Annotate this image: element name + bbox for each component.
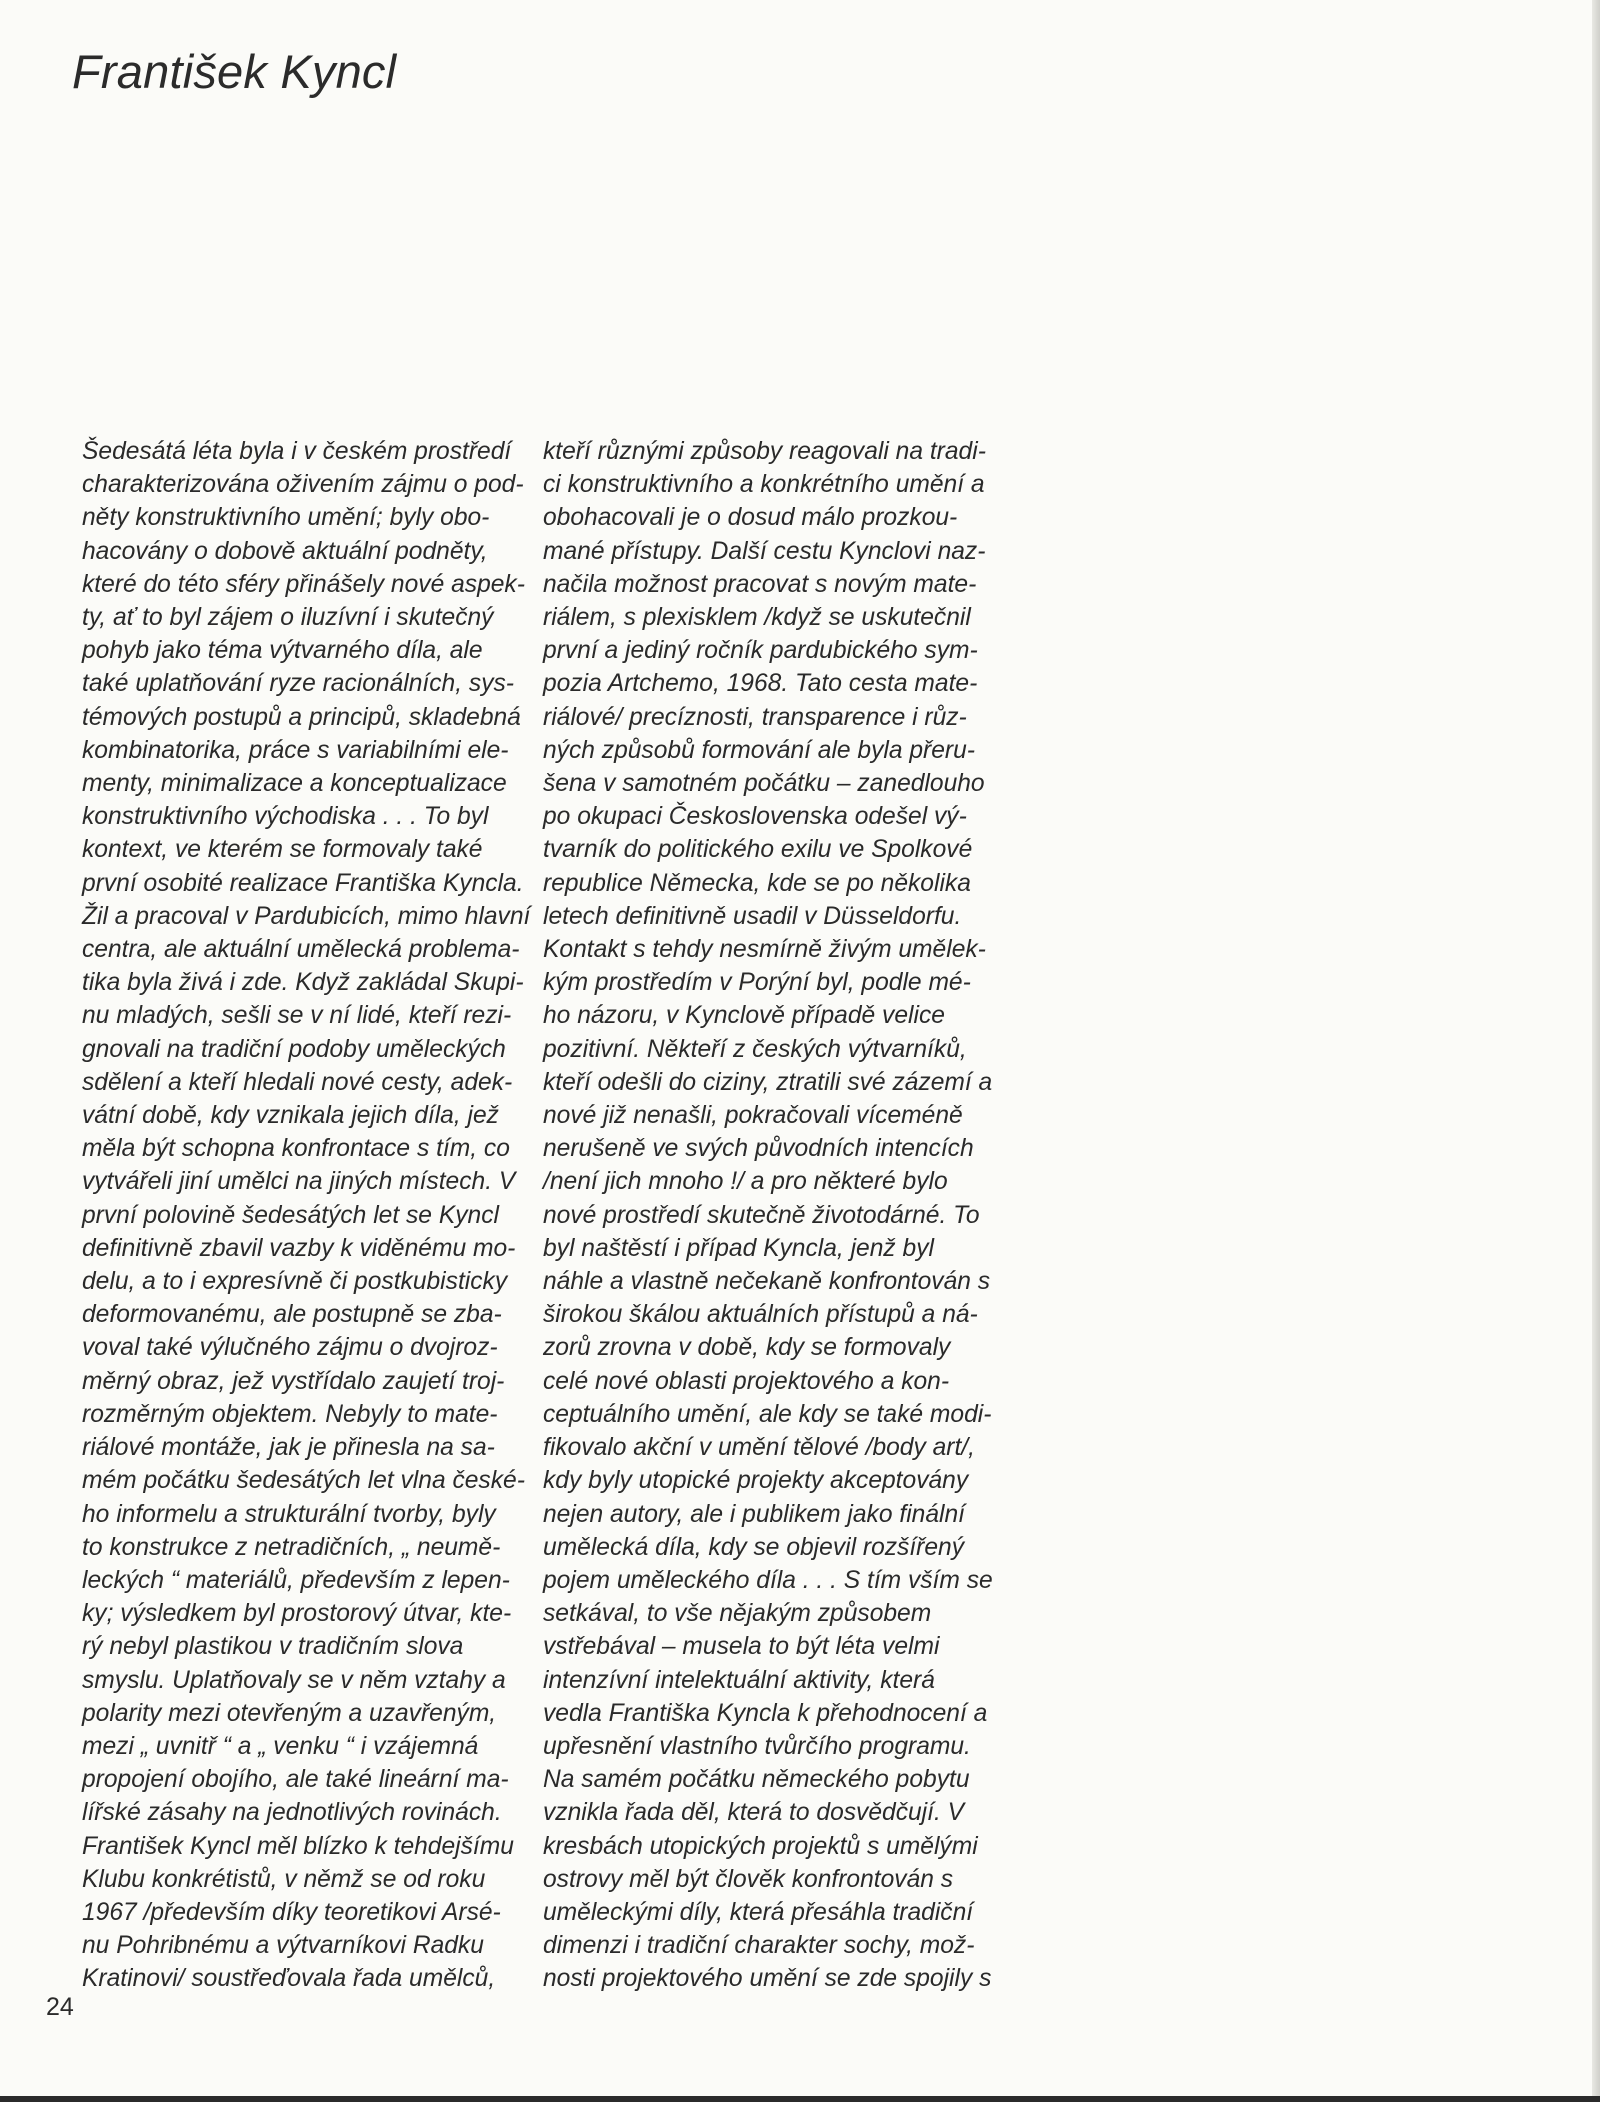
left-column-line: vytvářeli jiní umělci na jiných místech. V — [82, 1168, 516, 1196]
left-column-line: kontext, ve kterém se formovaly také — [82, 836, 483, 864]
right-column-line: obohacovali je o dosud málo prozkou- — [543, 504, 958, 532]
right-column-line: po okupaci Československa odešel vý- — [543, 803, 967, 831]
page-bottom-edge — [0, 2096, 1600, 2102]
page-edge-shadow — [1592, 0, 1600, 2102]
right-column-line: kdy byly utopické projekty akceptovány — [543, 1467, 969, 1495]
left-column-line: tika byla živá i zde. Když zakládal Skupi- — [82, 969, 524, 997]
left-column-line: ky; výsledkem byl prostorový útvar, kte- — [82, 1600, 512, 1628]
right-column-line: letech definitivně usadil v Düsseldorfu. — [543, 902, 962, 930]
right-column-line: šena v samotném počátku – zanedlouho — [543, 770, 985, 798]
left-column-line: vátní době, kdy vznikala jejich díla, jež — [82, 1102, 499, 1130]
left-column-line: riálové montáže, jak je přinesla na sa- — [82, 1434, 495, 1462]
right-column-line: širokou škálou aktuálních přístupů a ná- — [543, 1301, 978, 1329]
right-column-line: fikovalo akční v umění tělové /body art/, — [543, 1434, 975, 1462]
left-column-line: polarity mezi otevřeným a uzavřeným, — [82, 1699, 497, 1727]
left-column-line: konstruktivního východiska . . . To byl — [82, 803, 489, 831]
page-number: 24 — [46, 1993, 74, 2021]
right-column-line: tvarník do politického exilu ve Spolkové — [543, 836, 973, 864]
left-column-line: leckých “ materiálů, především z lepen- — [82, 1566, 510, 1594]
right-column-line: mané přístupy. Další cestu Kynclovi naz- — [543, 537, 986, 565]
right-column-line: pozitivní. Někteří z českých výtvarníků, — [543, 1035, 967, 1063]
text-column-left — [82, 435, 582, 1996]
left-column-line: menty, minimalizace a konceptualizace — [82, 770, 507, 798]
left-column-line: František Kyncl měl blízko k tehdejšímu — [82, 1832, 514, 1860]
right-column-line: kteří různými způsoby reagovali na tradi- — [543, 438, 986, 465]
left-column-line: Žil a pracoval v Pardubicích, mimo hlavní — [82, 902, 531, 930]
right-column-line: kým prostředím v Porýní byl, podle mé- — [543, 969, 971, 997]
right-column-line: pozia Artchemo, 1968. Tato cesta mate- — [543, 670, 978, 698]
right-column-line: zorů zrovna v době, kdy se formovaly — [543, 1334, 951, 1362]
right-column-line: pojem uměleckého díla . . . S tím vším se — [543, 1566, 993, 1594]
left-column-line: pohyb jako téma výtvarného díla, ale — [82, 637, 483, 665]
left-column-line: Šedesátá léta byla i v českém prostředí — [82, 438, 512, 465]
left-column-line: Klubu konkrétistů, v němž se od roku — [82, 1865, 486, 1893]
left-column-line: něty konstruktivního umění; byly obo- — [82, 504, 490, 532]
right-column-line: kteří odešli do ciziny, ztratili své zázemí a — [543, 1068, 993, 1096]
left-column-line: gnovali na tradiční podoby uměleckých — [82, 1035, 506, 1063]
left-column-line: hacovány o dobově aktuální podněty, — [82, 537, 488, 565]
right-column-line: vedla Františka Kyncla k přehodnocení a — [543, 1699, 988, 1727]
right-column-line: první a jediný ročník pardubického sym- — [543, 637, 978, 665]
right-column-line: nové prostředí skutečně životodárné. To — [543, 1201, 980, 1229]
left-column-line: voval také výlučného zájmu o dvojroz- — [82, 1334, 498, 1362]
left-column-line: mezi „ uvnitř “ a „ venku “ i vzájemná — [82, 1732, 479, 1760]
left-column-line: deformovanému, ale postupně se zba- — [82, 1301, 502, 1329]
right-column-line: celé nové oblasti projektového a kon- — [543, 1367, 950, 1395]
left-column-line: ty, ať to byl zájem o iluzívní i skutečný — [82, 604, 494, 632]
right-column-line: ostrovy měl být člověk konfrontován s — [543, 1865, 954, 1893]
right-column-line: nové již nenašli, pokračovali víceméně — [543, 1102, 963, 1130]
right-column-line: ci konstruktivního a konkrétního umění a — [543, 471, 985, 499]
left-column-line: Kratinovi/ soustřeďovala řada umělců, — [82, 1965, 496, 1993]
left-column-line: měrný obraz, jež vystřídalo zaujetí troj- — [82, 1367, 505, 1395]
left-column-line: také uplatňování ryze racionálních, sys- — [82, 670, 514, 698]
left-column-line: charakterizována oživením zájmu o pod- — [82, 471, 524, 499]
left-column-line: nu Pohribnému a výtvarníkovi Radku — [82, 1932, 484, 1960]
right-column-line: náhle a vlastně nečekaně konfrontován s — [543, 1268, 991, 1296]
left-column-line: ho informelu a strukturální tvorby, byly — [82, 1500, 496, 1528]
left-column-line: rý nebyl plastikou v tradičním slova — [82, 1633, 464, 1661]
text-column-right — [543, 435, 1043, 1996]
left-column-line: první polovině šedesátých let se Kyncl — [82, 1201, 499, 1229]
right-column-line: riálové/ precíznosti, transparence i růz- — [543, 703, 967, 731]
right-column-line: nejen autory, ale i publikem jako finální — [543, 1500, 965, 1528]
right-column-line: vznikla řada děl, která to dosvědčují. V — [543, 1799, 965, 1827]
article-title: František Kyncl — [72, 45, 397, 98]
right-column-line: Na samém počátku německého pobytu — [543, 1766, 970, 1794]
right-column-line: uměleckými díly, která přesáhla tradiční — [543, 1898, 974, 1926]
right-column-line: nerušeně ve svých původních intencích — [543, 1135, 974, 1163]
left-column-line: rozměrným objektem. Nebyly to mate- — [82, 1400, 498, 1428]
right-column-line: ceptuálního umění, ale kdy se také modi- — [543, 1400, 992, 1428]
right-column-line: umělecká díla, kdy se objevil rozšířený — [543, 1533, 965, 1561]
right-column-line: byl naštěstí i případ Kyncla, jenž byl — [543, 1234, 934, 1262]
left-column-line: lířské zásahy na jednotlivých rovinách. — [82, 1799, 502, 1827]
left-column-line: témových postupů a principů, skladebná — [82, 703, 521, 731]
left-column-line: měla být schopna konfrontace s tím, co — [82, 1135, 510, 1163]
left-column-line: 1967 /především díky teoretikovi Arsé- — [82, 1898, 501, 1926]
left-column-line: delu, a to i expresívně či postkubisticky — [82, 1268, 508, 1296]
left-column-line: definitivně zbavil vazby k viděnému mo- — [82, 1234, 516, 1262]
right-column-line: vstřebával – musela to být léta velmi — [543, 1633, 940, 1661]
right-column-line: ných způsobů formování ale byla přeru- — [543, 736, 975, 764]
left-column-line: mém počátku šedesátých let vlna české- — [82, 1467, 525, 1495]
right-column-line: dimenzi i tradiční charakter sochy, mož- — [543, 1932, 975, 1960]
right-column-line: upřesnění vlastního tvůrčího programu. — [543, 1732, 971, 1760]
right-column-line: načila možnost pracovat s novým mate- — [543, 570, 977, 598]
right-column-line: /není jich mnoho !/ a pro některé bylo — [543, 1168, 948, 1196]
left-column-line: nu mladých, sešli se v ní lidé, kteří rezi- — [82, 1002, 512, 1030]
right-column-line: intenzívní intelektuální aktivity, která — [543, 1666, 935, 1694]
left-column-line: sdělení a kteří hledali nové cesty, adek- — [82, 1068, 513, 1096]
left-column-line: centra, ale aktuální umělecká problema- — [82, 936, 520, 964]
left-column-line: první osobité realizace Františka Kyncla. — [82, 869, 524, 897]
left-column-line: které do této sféry přinášely nové aspek- — [82, 570, 525, 598]
left-column-line: propojení obojího, ale také lineární ma- — [82, 1766, 509, 1794]
left-column-line: smyslu. Uplatňovaly se v něm vztahy a — [82, 1666, 506, 1694]
right-column-line: setkával, to vše nějakým způsobem — [543, 1600, 932, 1628]
right-column-line: Kontakt s tehdy nesmírně živým umělek- — [543, 936, 986, 964]
right-column-line: kresbách utopických projektů s umělými — [543, 1832, 978, 1860]
right-column-line: riálem, s plexisklem /když se uskutečnil — [543, 604, 971, 632]
left-column-line: to konstrukce z netradičních, „ neumě- — [82, 1533, 501, 1561]
right-column-line: republice Německa, kde se po několika — [543, 869, 971, 897]
right-column-line: ho názoru, v Kynclově případě velice — [543, 1002, 945, 1030]
right-column-line: nosti projektového umění se zde spojily s — [543, 1965, 992, 1993]
left-column-line: kombinatorika, práce s variabilními ele- — [82, 736, 509, 764]
